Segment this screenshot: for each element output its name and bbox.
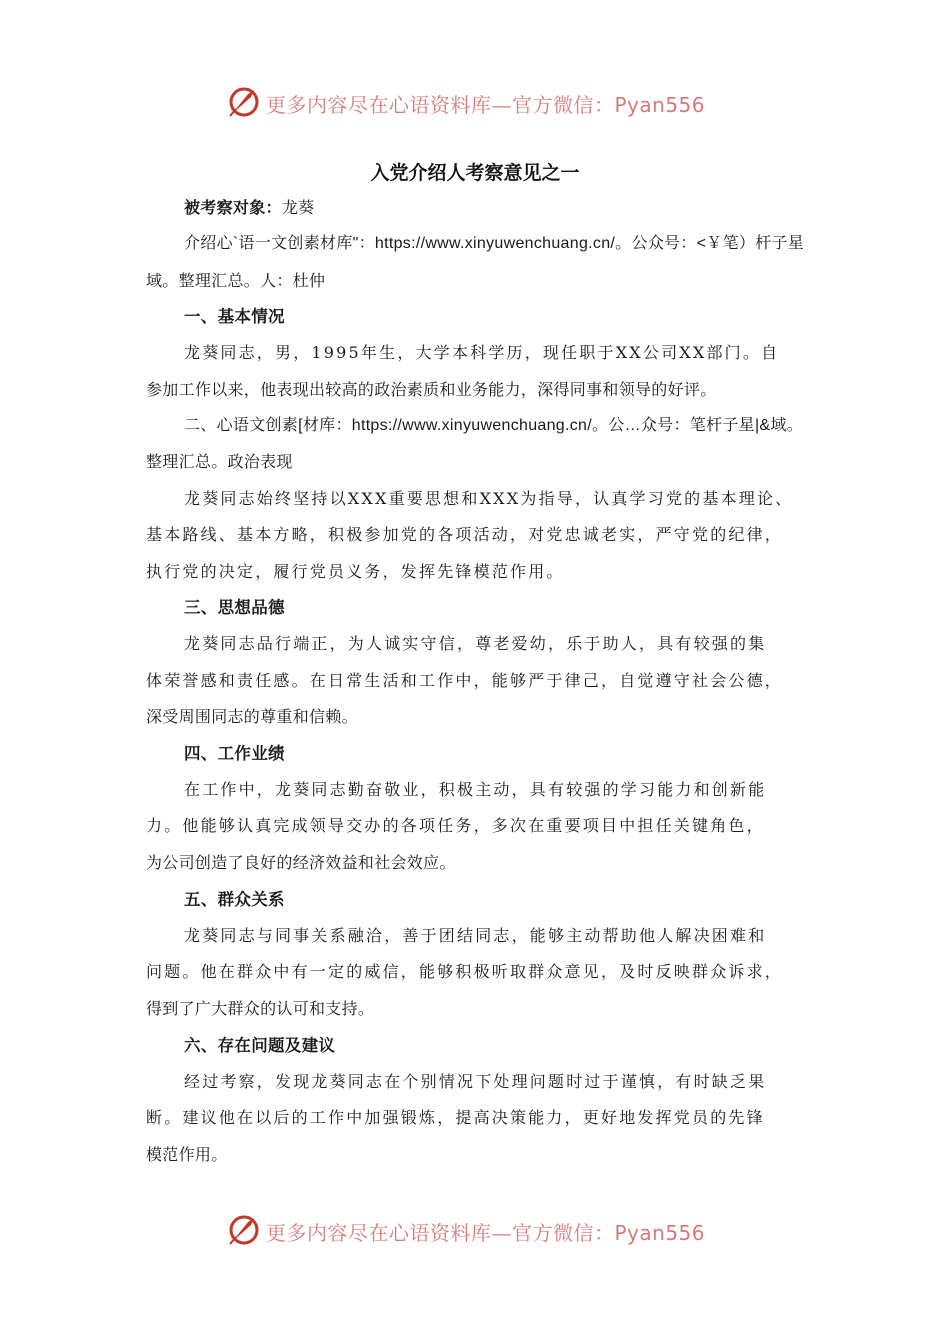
- bottom-banner: [0, 1210, 950, 1250]
- section-3-line-2: 体荣誉感和责任感。在日常生活和工作中，能够严于律己，自觉遵守社会公德，: [146, 671, 784, 690]
- section-heading-2-line-2: 整理汇总。政治表现: [146, 452, 293, 471]
- section-heading-1: 一、基本情况: [184, 307, 285, 326]
- section-2-line-1: 龙葵同志始终坚持以XXX重要思想和XXX为指导，认真学习党的基本理论、: [184, 489, 794, 508]
- section-1-line-1: 龙葵同志，男，1995年生，大学本科学历，现任职于XX公司XX部门。自: [184, 343, 780, 362]
- section-4-line-1: 在工作中，龙葵同志勤奋敬业，积极主动，具有较强的学习能力和创新能: [184, 780, 767, 799]
- section-5-line-3: 得到了广大群众的认可和支持。: [146, 999, 375, 1018]
- subject-line: 被考察对象：龙葵: [184, 198, 315, 217]
- section-4-line-2: 力。他能够认真完成领导交办的各项任务，多次在重要项目中担任关键角色，: [146, 816, 765, 835]
- section-heading-2-line-1: 二、心语文创素[材库：https://www.xinyuwenchuang.cn/。公…众号：笔杆子星|&域。: [184, 417, 804, 434]
- quill-logo-icon: [226, 84, 262, 120]
- section-2-line-3: 执行党的决定，履行党员义务，发挥先锋模范作用。: [146, 562, 565, 581]
- section-3-line-1: 龙葵同志品行端正，为人诚实守信，尊老爱幼，乐于助人，具有较强的集: [184, 634, 767, 653]
- section-heading-4: 四、工作业绩: [184, 744, 285, 763]
- quill-logo-icon: [226, 1212, 262, 1248]
- section-4-line-3: 为公司创造了良好的经济效益和社会效应。: [146, 853, 456, 872]
- section-heading-5: 五、群众关系: [184, 890, 285, 909]
- section-heading-6: 六、存在问题及建议: [184, 1036, 336, 1055]
- section-heading-3: 三、思想品德: [184, 598, 285, 617]
- section-6-line-3: 模范作用。: [146, 1145, 228, 1164]
- banner-text: 更多内容尽在心语资料库—官方微信：Pyan556: [266, 1221, 706, 1245]
- intro-line-1: 介绍心`语一文创素材库"：https://www.xinyuwenchuang.cn/。公众号：<￥笔）杆子星: [184, 235, 805, 252]
- section-1-line-2: 参加工作以来，他表现出较高的政治素质和业务能力，深得同事和领导的好评。: [146, 380, 717, 399]
- section-6-line-1: 经过考察，发现龙葵同志在个别情况下处理问题时过于谨慎，有时缺乏果: [184, 1072, 767, 1091]
- banner-text: 更多内容尽在心语资料库—官方微信：Pyan556: [266, 93, 706, 117]
- intro-line-2: 域。整理汇总。人：杜仲: [146, 271, 326, 290]
- section-5-line-1: 龙葵同志与同事关系融洽，善于团结同志，能够主动帮助他人解决困难和: [184, 926, 767, 945]
- section-3-line-3: 深受周围同志的尊重和信赖。: [146, 707, 358, 726]
- section-6-line-2: 断。建议他在以后的工作中加强锻炼，提高决策能力，更好地发挥党员的先锋: [146, 1108, 765, 1127]
- page-title: 入党介绍人考察意见之一: [370, 162, 580, 184]
- section-2-line-2: 基本路线、基本方略，积极参加党的各项活动，对党忠诚老实，严守党的纪律，: [146, 525, 784, 544]
- top-banner: [0, 82, 950, 122]
- section-5-line-2: 问题。他在群众中有一定的威信，能够积极听取群众意见，及时反映群众诉求，: [146, 962, 784, 981]
